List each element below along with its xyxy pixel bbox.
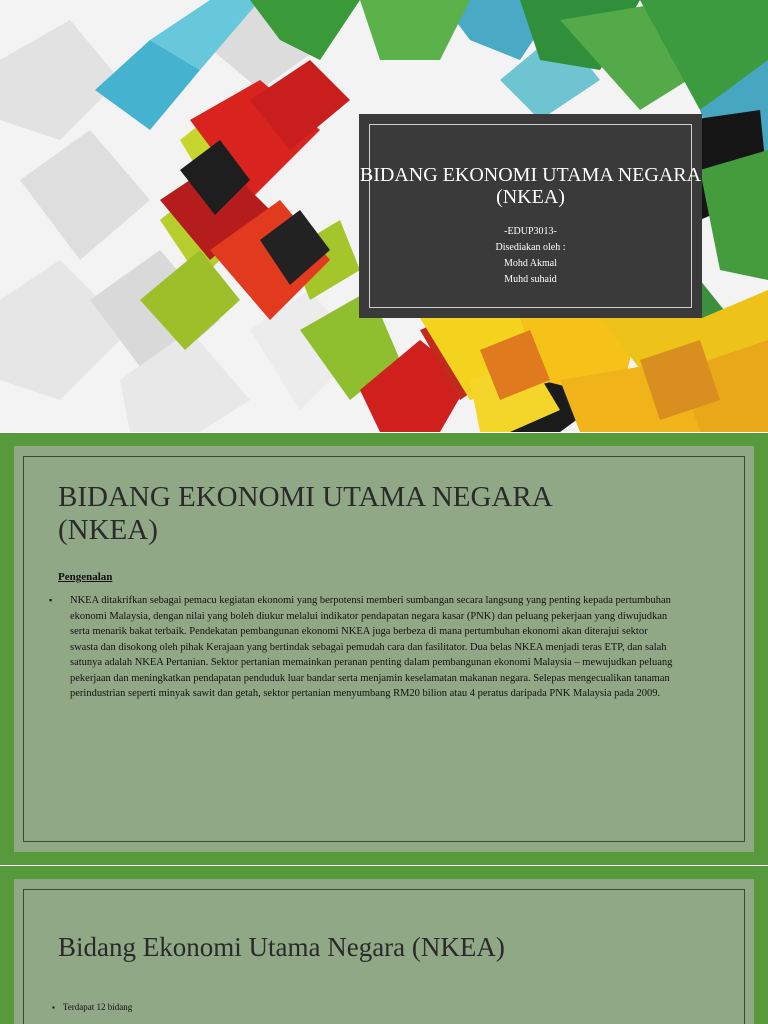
presentation-subtitle [359,224,702,288]
slide-title: Bidang Ekonomi Utama Negara (NKEA) [58,932,505,962]
prepared-by-label: Disediakan oleh : [495,242,566,253]
section-heading: Pengenalan [58,571,113,583]
bullet-marker: ▪ [52,1003,55,1012]
bullet-text: Terdapat 12 bidang [62,1002,133,1012]
slide-title: BIDANG EKONOMI UTAMA NEGARA (NKEA) [58,481,552,546]
course-code: -EDUP3013- [504,226,557,237]
author-1: Mohd Akmal [503,258,558,269]
introduction-slide [0,433,768,865]
bullet-item [52,1002,132,1012]
paragraph-text: NKEA ditakrifkan sebagai pemacu kegiatan ekonomi yang berpotensi memberi sumbangan secara langsung yang penting kepada pertumbuhan ekonomi Malaysia, dengan nilai yang boleh diukur melalui indikator pendapatan negara kasar (PNK) dan peluang pekerjaan yang diwujudkan serta menarik bakat terbaik. Pendekatan pembangunan ekonomi NKEA juga berbeza di mana pertumbuhan ekonomi akan diterajui sektor swasta dan disokong oleh pihak Kerajaan yang bertindak sebagai pemudah cara dan fasilitator. Dua belas NKEA menjadi teras ETP, dan salah satunya adalah NKEA Pertanian. Sektor pertanian memainkan peranan penting dalam pembangunan ekonomi Malaysia – mewujudkan peluang pekerjaan dan meningkatkan pendapatan penduduk luar bandar serta menjamin keselamatan makanan negara. Selepas mengecualikan tanaman perindustrian seperti minyak sawit dan getah, sektor pertanian menyumbang RM20 bilion atau 4 peratus daripada PNK Malaysia pada 2009. [70,595,673,699]
presentation-title: BIDANG EKONOMI UTAMA NEGARA (NKEA) [359,164,702,208]
bullet-marker: ▪ [49,595,53,605]
areas-slide [0,866,768,1024]
title-slide [0,0,768,432]
author-2: Muhd suhaid [504,274,557,285]
bullet-paragraph [49,593,675,702]
title-box [359,114,702,318]
